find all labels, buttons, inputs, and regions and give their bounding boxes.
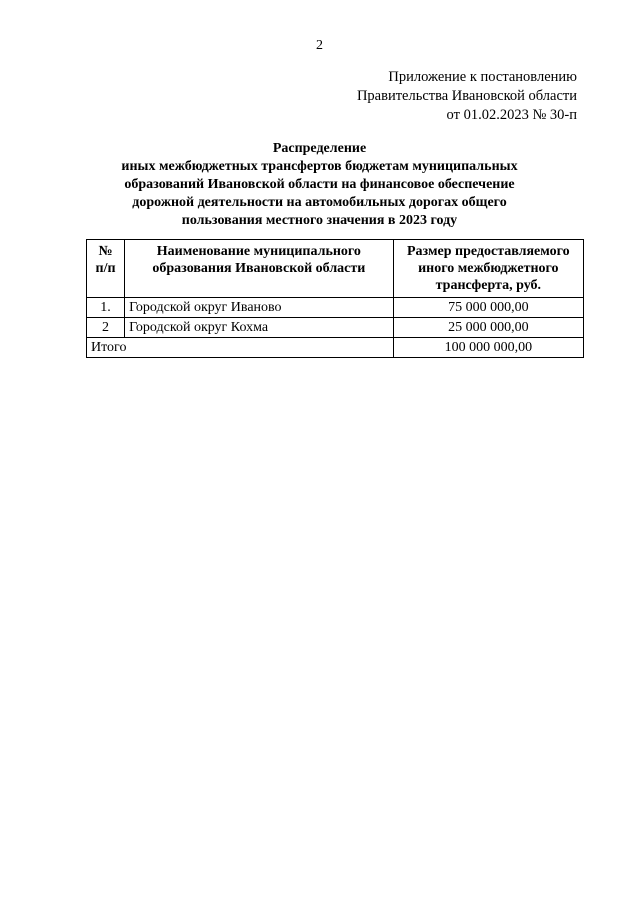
- row-municipality: Городской округ Кохма: [125, 318, 394, 338]
- header-text: п/п: [95, 261, 116, 276]
- header-number: [87, 240, 125, 298]
- title-line: Распределение: [272, 141, 367, 156]
- row-municipality: Городской округ Иваново: [125, 298, 394, 318]
- header-text: образования Ивановской области: [152, 261, 366, 276]
- appendix-note: [357, 68, 577, 125]
- header-text: №: [98, 244, 113, 259]
- page-number: 2: [316, 38, 323, 53]
- table-row: [87, 298, 584, 318]
- row-amount: 25 000 000,00: [393, 318, 583, 338]
- total-amount: 100 000 000,00: [393, 338, 583, 358]
- header-text: трансферта, руб.: [435, 278, 542, 293]
- header-amount: [393, 240, 583, 298]
- table-row: [87, 318, 584, 338]
- header-municipality: [125, 240, 394, 298]
- appendix-line: от 01.02.2023 № 30-п: [446, 107, 577, 123]
- total-label: Итого: [87, 338, 394, 358]
- title-line: иных межбюджетных трансфертов бюджетам муниципальных: [121, 159, 518, 174]
- header-text: Наименование муниципального: [156, 244, 361, 259]
- header-text: Размер предоставляемого: [407, 244, 570, 259]
- title-line: пользования местного значения в 2023 году: [181, 213, 458, 228]
- distribution-table: [86, 239, 584, 358]
- table-header-row: [87, 240, 584, 298]
- header-text: иного межбюджетного: [418, 261, 559, 276]
- document-title: [0, 140, 639, 230]
- row-amount: 75 000 000,00: [393, 298, 583, 318]
- row-number: 1.: [87, 298, 125, 318]
- title-line: дорожной деятельности на автомобильных дорогах общего: [132, 195, 507, 210]
- row-number: 2: [87, 318, 125, 338]
- title-line: образований Ивановской области на финансовое обеспечение: [124, 177, 515, 192]
- appendix-line: Приложение к постановлению: [388, 69, 577, 85]
- table-total-row: [87, 338, 584, 358]
- appendix-line: Правительства Ивановской области: [356, 88, 577, 104]
